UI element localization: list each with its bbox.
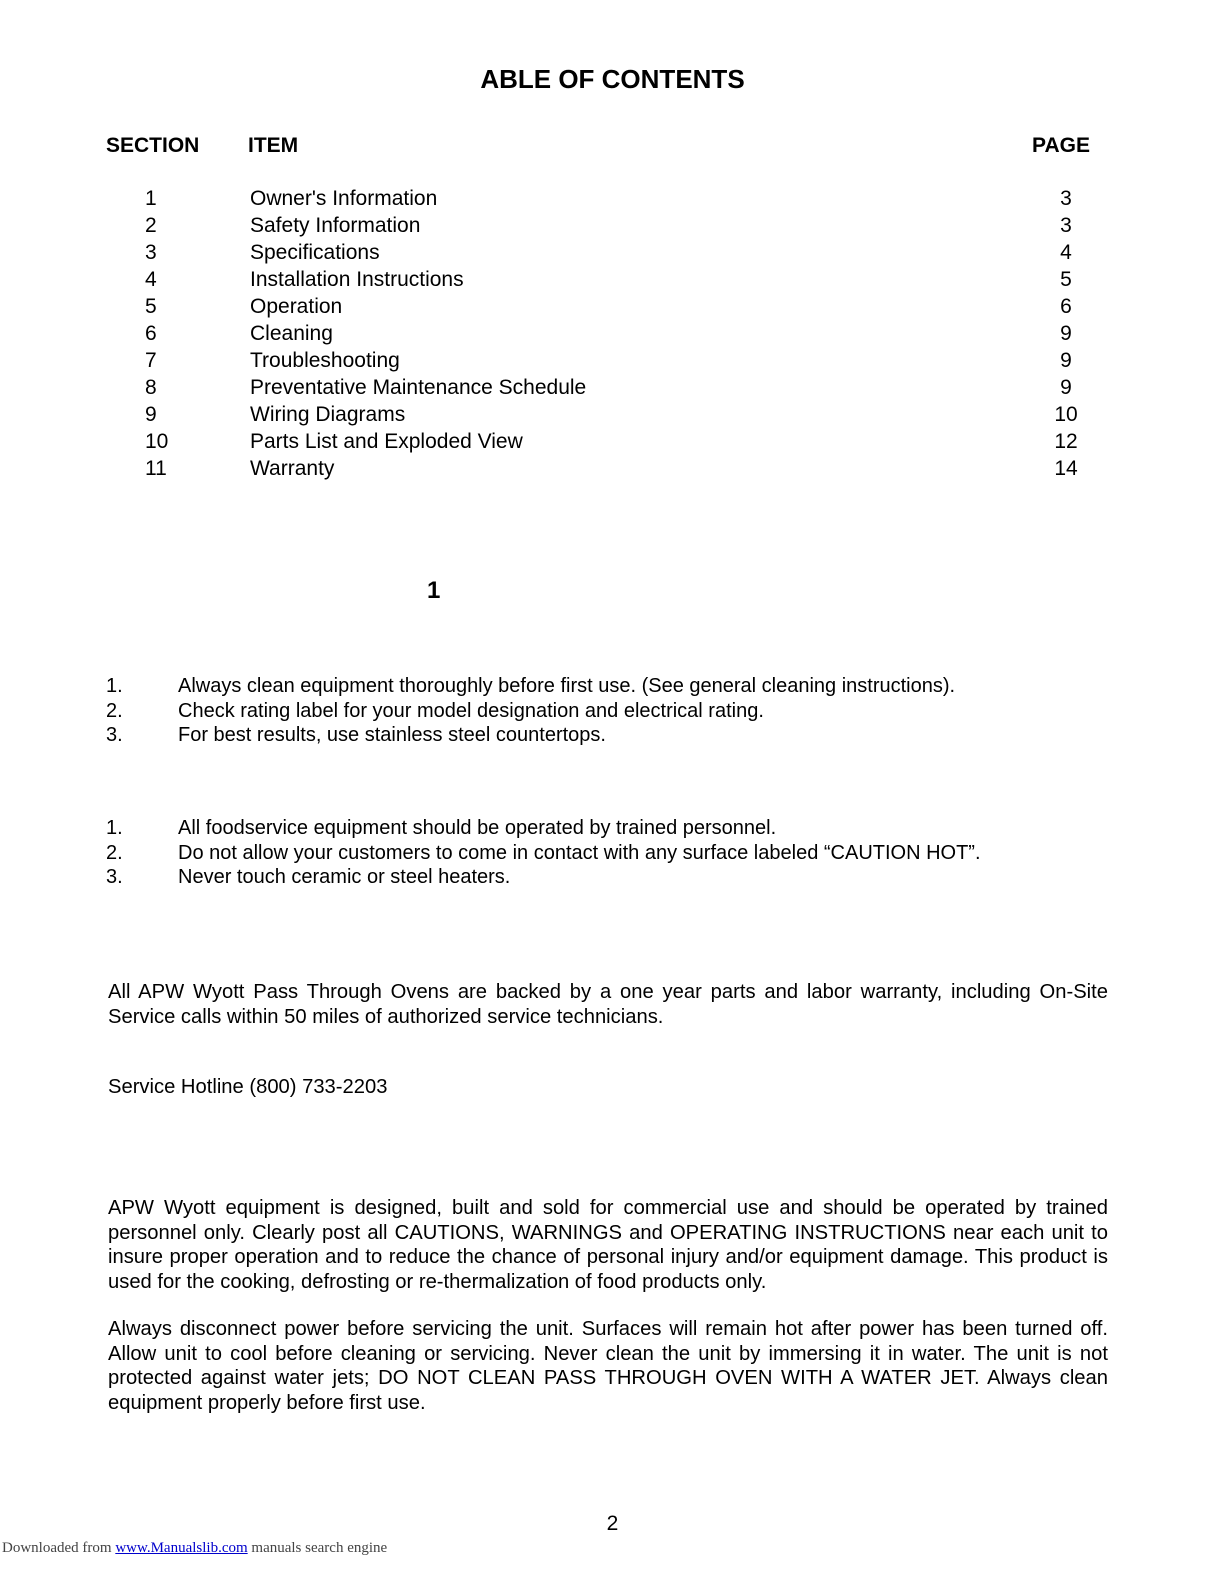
- toc-header-section: SECTION: [106, 134, 200, 157]
- toc-section-number: 4: [145, 268, 157, 291]
- toc-section-number: 10: [145, 430, 169, 453]
- toc-page-number: 6: [1060, 295, 1072, 318]
- toc-page-number: 3: [1060, 214, 1072, 237]
- list-number: 1.: [106, 817, 123, 839]
- toc-item-title: Safety Information: [250, 214, 421, 237]
- list-text: Always clean equipment thoroughly before first use. (See general cleaning instructions).: [178, 675, 956, 697]
- toc-section-number: 5: [145, 295, 157, 318]
- list-text: Never touch ceramic or steel heaters.: [178, 866, 511, 888]
- safety-paragraph-2: Always disconnect power before servicing the unit. Surfaces will remain hot after power has been turned off. Allow unit to cool before cleaning or servicing. Never clean the unit by immersing it in water. The unit is not protected against water jets; DO NOT CLEAN PASS THROUGH OVEN WITH A WATER JET. Always clean equipment properly before first use.: [108, 1318, 1108, 1414]
- toc-section-number: 3: [145, 241, 157, 264]
- toc-page-number: 14: [1054, 457, 1078, 480]
- toc-row: [0, 430, 1225, 457]
- section-number: 1: [427, 577, 441, 604]
- list-text: For best results, use stainless steel countertops.: [178, 724, 606, 746]
- toc-page-number: 9: [1060, 349, 1072, 372]
- toc-header-item: ITEM: [248, 134, 299, 157]
- list-item: [106, 865, 1126, 890]
- toc-row: [0, 403, 1225, 430]
- service-hotline: Service Hotline (800) 733-2203: [108, 1076, 388, 1098]
- toc-section-number: 6: [145, 322, 157, 345]
- list-number: 2.: [106, 699, 123, 722]
- toc-row: [0, 187, 1225, 214]
- list-item: [106, 723, 1126, 748]
- list-number: 3.: [106, 724, 123, 746]
- toc-page-number: 12: [1054, 430, 1078, 453]
- footer-prefix: Downloaded from: [2, 1540, 116, 1556]
- list-text: Check rating label for your model designation and electrical rating.: [178, 699, 764, 722]
- list-item: [106, 674, 1126, 699]
- footer-suffix: manuals search engine: [247, 1540, 388, 1556]
- list-text: Do not allow your customers to come in contact with any surface labeled “CAUTION HOT”.: [178, 841, 981, 864]
- toc-header-page: PAGE: [1032, 134, 1090, 157]
- toc-section-number: 7: [145, 349, 157, 372]
- download-footer: [2, 1540, 387, 1557]
- toc-item-title: Parts List and Exploded View: [250, 430, 523, 453]
- toc-row: [0, 295, 1225, 322]
- list-number: 3.: [106, 866, 123, 888]
- list-item: [106, 816, 1126, 841]
- toc-row: [0, 349, 1225, 376]
- toc-item-title: Cleaning: [250, 322, 333, 345]
- toc-item-title: Troubleshooting: [250, 349, 400, 372]
- toc-item-title: Installation Instructions: [250, 268, 464, 291]
- page-number: 2: [606, 1512, 619, 1535]
- toc-section-number: 11: [145, 457, 167, 480]
- toc-section-number: 8: [145, 376, 157, 399]
- toc-row: [0, 214, 1225, 241]
- toc-row: [0, 457, 1225, 484]
- toc-page-number: 3: [1060, 187, 1072, 210]
- toc-page-number: 4: [1060, 241, 1072, 264]
- list-number: 2.: [106, 841, 123, 864]
- warranty-paragraph: All APW Wyott Pass Through Ovens are backed by a one year parts and labor warranty, including On-Site Service calls within 50 miles of authorized service technicians.: [108, 981, 1108, 1028]
- toc-page-number: 10: [1054, 403, 1078, 426]
- toc-item-title: Warranty: [250, 457, 335, 480]
- page-title: ABLE OF CONTENTS: [480, 64, 745, 94]
- toc-row: [0, 322, 1225, 349]
- toc-section-number: 1: [145, 187, 157, 210]
- safety-paragraph-1: APW Wyott equipment is designed, built and sold for commercial use and should be operated by trained personnel only. Clearly post all CAUTIONS, WARNINGS and OPERATING INSTRUCTIONS near each unit to insure proper operation and to reduce the chance of personal injury and/or equipment damage. This product is used for the cooking, defrosting or re-thermalization of food products only.: [108, 1197, 1108, 1293]
- toc-item-title: Wiring Diagrams: [250, 403, 406, 426]
- toc-page-number: 5: [1060, 268, 1072, 291]
- manualslib-link[interactable]: www.Manualslib.com: [115, 1540, 248, 1556]
- toc-item-title: Owner's Information: [250, 187, 438, 210]
- list-text: All foodservice equipment should be operated by trained personnel.: [178, 817, 777, 839]
- toc-section-number: 2: [145, 214, 157, 237]
- toc-page-number: 9: [1060, 376, 1072, 399]
- toc-row: [0, 268, 1225, 295]
- list-item: [106, 841, 1126, 866]
- toc-row: [0, 241, 1225, 268]
- operator-safety-list: [106, 816, 1126, 890]
- toc-item-title: Specifications: [250, 241, 380, 264]
- toc-section-number: 9: [145, 403, 157, 426]
- owner-info-list: [106, 674, 1126, 748]
- toc-page-number: 9: [1060, 322, 1072, 345]
- toc-row: [0, 376, 1225, 403]
- toc-item-title: Preventative Maintenance Schedule: [250, 376, 587, 399]
- list-number: 1.: [106, 675, 123, 697]
- list-item: [106, 699, 1126, 724]
- toc-item-title: Operation: [250, 295, 343, 318]
